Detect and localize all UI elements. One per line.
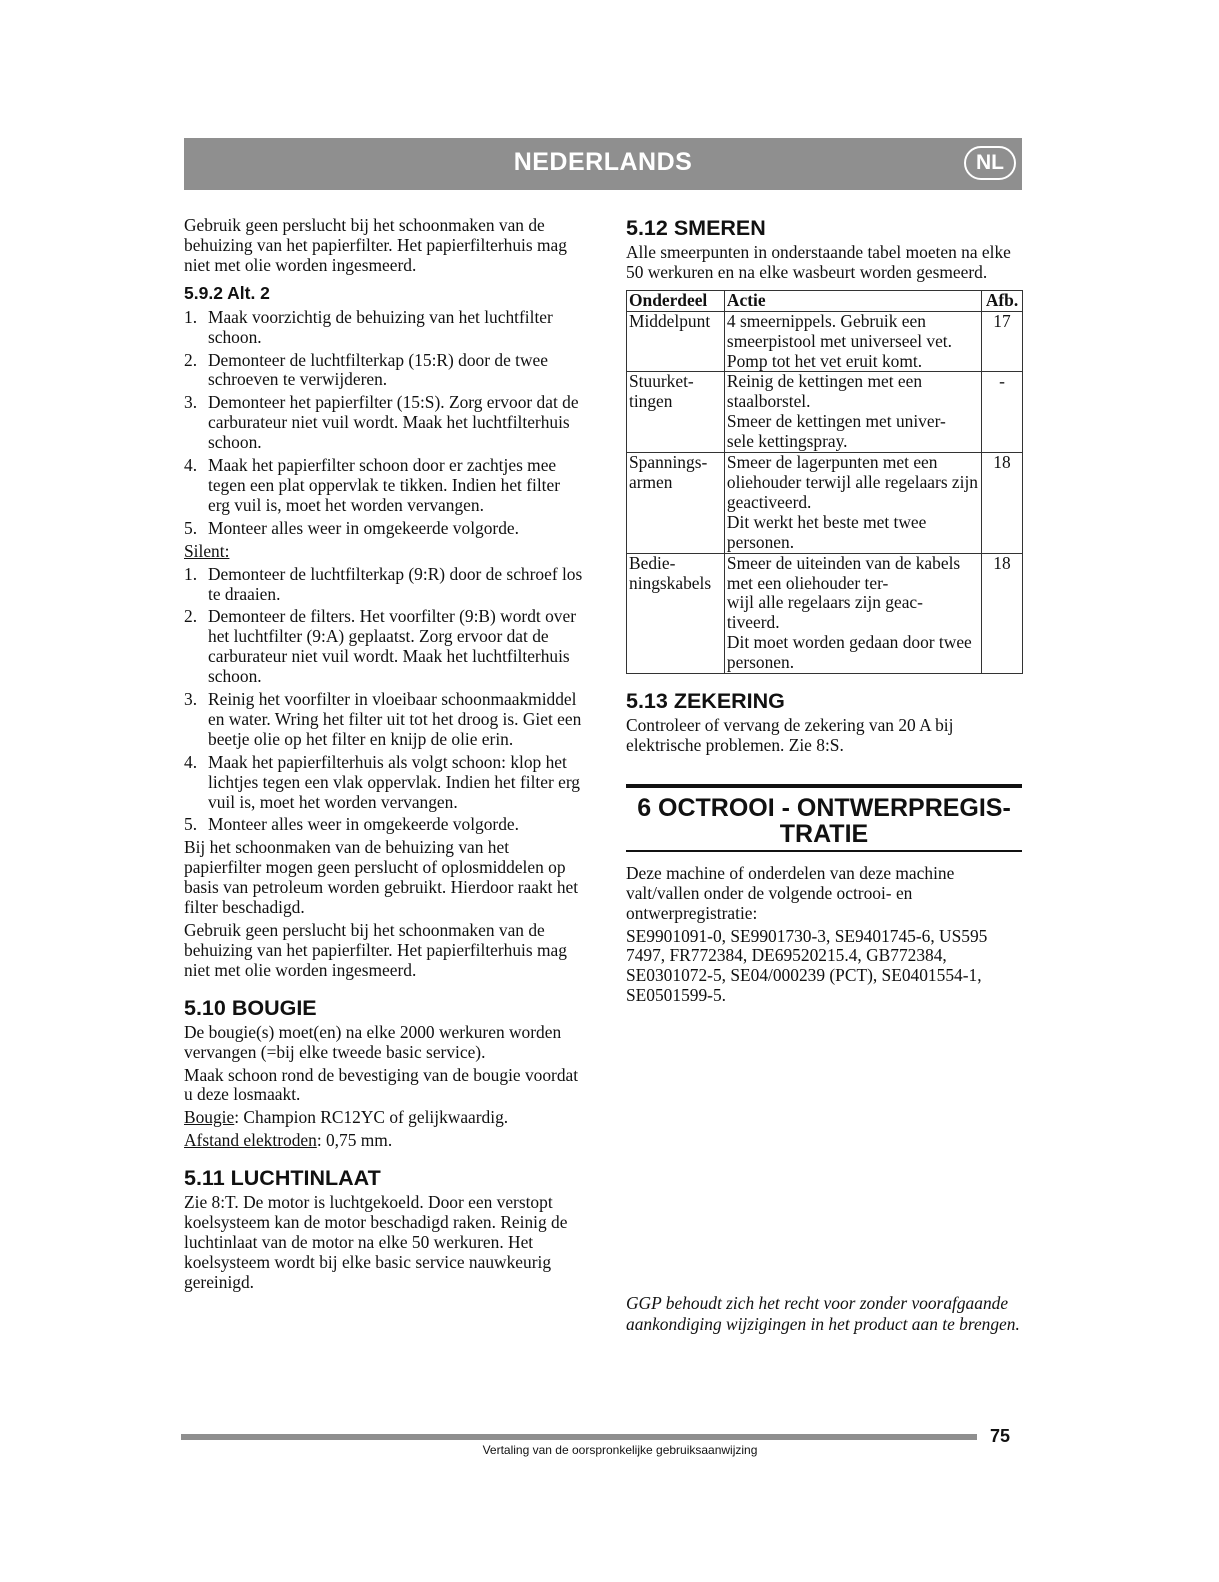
list-text: Monteer alles weer in omgekeerde volgorde. bbox=[208, 517, 519, 538]
list-text: Monteer alles weer in omgekeerde volgorde. bbox=[208, 814, 519, 835]
list-item bbox=[184, 393, 584, 453]
footer-caption: Vertaling van de oorspronkelijke gebruiksaanwijzing bbox=[482, 1443, 758, 1457]
chapter-heading-octrooi bbox=[626, 784, 1022, 852]
bougie-paragraph-2: Maak schoon rond de bevestiging van de bougie voordat u deze losmaakt. bbox=[184, 1064, 579, 1105]
list-text: Maak voorzichtig de behuizing van het luchtfilter schoon. bbox=[208, 306, 553, 347]
list-item bbox=[184, 607, 584, 687]
list-number: 2. bbox=[184, 349, 198, 370]
list-item bbox=[184, 456, 584, 516]
silent-steps-list bbox=[184, 565, 584, 836]
silent-label: Silent: bbox=[184, 540, 230, 561]
left-column bbox=[184, 216, 584, 1296]
table-cell-part: Stuurket- tingen bbox=[627, 372, 725, 453]
list-text: Reinig het voorfilter in vloeibaar schoonmaakmiddel en water. Wring het filter uit tot het droog is. Giet een beetje olie op het filter en knijp de olie erin. bbox=[208, 689, 582, 749]
list-number: 1. bbox=[184, 306, 198, 327]
footer-rule bbox=[181, 1434, 977, 1440]
column-header: Onderdeel bbox=[627, 290, 725, 311]
section-heading-bougie: 5.10 BOUGIE bbox=[184, 995, 317, 1020]
section-heading-smeren: 5.12 SMEREN bbox=[626, 216, 766, 240]
lubrication-table bbox=[626, 290, 1023, 674]
bougie-paragraph-1: De bougie(s) moet(en) na elke 2000 werkuren worden vervangen (=bij elke tweede basic service). bbox=[184, 1021, 562, 1062]
list-number: 5. bbox=[184, 517, 198, 538]
table-cell-figure: - bbox=[982, 372, 1023, 453]
table-cell-action: Reinig de kettingen met een staalborstel. Smeer de kettingen met univer- sele kettingspray. bbox=[724, 372, 981, 453]
list-item bbox=[184, 690, 584, 750]
intro-paragraph: Gebruik geen perslucht bij het schoonmaken van de behuizing van het papierfilter. Het papierfilterhuis mag niet met olie worden ingesmeerd. bbox=[184, 215, 567, 275]
list-text: Demonteer het papierfilter (15:S). Zorg ervoor dat de carburateur niet vuil wordt. Maak het luchtfilterhuis schoon. bbox=[208, 392, 579, 453]
table-cell-figure: 18 bbox=[982, 453, 1023, 554]
list-item bbox=[184, 351, 584, 391]
zekering-paragraph: Controleer of vervang de zekering van 20 A bij elektrische problemen. Zie 8:S. bbox=[626, 715, 954, 755]
table-cell-part: Bedie- ningskabels bbox=[627, 553, 725, 673]
language-badge: NL bbox=[964, 146, 1016, 180]
table-cell-figure: 17 bbox=[982, 311, 1023, 372]
column-header: Actie bbox=[724, 290, 981, 311]
table-cell-action: Smeer de lagerpunten met een oliehouder terwijl alle regelaars zijn geactiveerd. Dit werkt het beste met twee personen. bbox=[724, 453, 981, 554]
spec-value: : 0,75 mm. bbox=[316, 1130, 393, 1151]
list-item bbox=[184, 519, 584, 539]
list-item bbox=[184, 308, 584, 348]
table-row bbox=[627, 553, 1023, 673]
list-text: Demonteer de luchtfilterkap (15:R) door de twee schroeven te verwijderen. bbox=[208, 349, 548, 390]
spec-label: Bougie bbox=[184, 1107, 235, 1128]
language-banner bbox=[184, 138, 1022, 190]
list-item bbox=[184, 815, 584, 835]
table-cell-figure: 18 bbox=[982, 553, 1023, 673]
bougie-spec-gap bbox=[184, 1131, 584, 1151]
list-number: 4. bbox=[184, 751, 198, 772]
table-header-row bbox=[627, 290, 1023, 311]
list-item bbox=[184, 565, 584, 605]
section-heading-luchtinlaat: 5.11 LUCHTINLAAT bbox=[184, 1166, 381, 1191]
bougie-spec-plug bbox=[184, 1108, 584, 1128]
silent-note-compressed-air: Gebruik geen perslucht bij het schoonmaken van de behuizing van het papierfilter. Het papierfilterhuis mag niet met olie worden ingesmeerd. bbox=[184, 920, 567, 980]
list-number: 4. bbox=[184, 455, 198, 476]
section-heading-zekering: 5.13 ZEKERING bbox=[626, 689, 785, 714]
alt2-steps-list bbox=[184, 308, 584, 539]
table-row bbox=[627, 311, 1023, 372]
section-heading-alt2: 5.9.2 Alt. 2 bbox=[184, 282, 270, 303]
table-cell-part: Spannings- armen bbox=[627, 453, 725, 554]
list-number: 3. bbox=[184, 392, 198, 413]
table-cell-part: Middelpunt bbox=[627, 311, 725, 372]
list-text: Demonteer de luchtfilterkap (9:R) door de schroef los te draaien. bbox=[208, 563, 583, 604]
smeren-intro: Alle smeerpunten in onderstaande tabel moeten na elke 50 werkuren en na elke wasbeurt worden gesmeerd. bbox=[626, 242, 1011, 282]
list-number: 1. bbox=[184, 563, 198, 584]
list-number: 3. bbox=[184, 689, 198, 710]
column-header: Afb. bbox=[982, 290, 1023, 311]
list-item bbox=[184, 753, 584, 813]
table-row bbox=[627, 453, 1023, 554]
right-column bbox=[626, 216, 1022, 1009]
list-number: 5. bbox=[184, 814, 198, 835]
chapter-title-line-1: 6 OCTROOI - ONTWERPREGIS- bbox=[637, 793, 1011, 822]
luchtinlaat-paragraph: Zie 8:T. De motor is luchtgekoeld. Door een verstopt koelsysteem kan de motor beschadigd raken. Reinig de luchtinlaat van de motor na elke 50 werkuren. Het koelsysteem wordt bij elke basic service nauwkeurig gereinigd. bbox=[184, 1192, 568, 1292]
disclaimer-note: GGP behoudt zich het recht voor zonder voorafgaande aankondiging wijzigingen in het product aan te brengen. bbox=[626, 1293, 1020, 1334]
chapter-title-line-2: TRATIE bbox=[779, 819, 869, 848]
silent-note-solvents: Bij het schoonmaken van de behuizing van het papierfilter mogen geen perslucht of oplosmiddelen op basis van petroleum worden gebruikt. Hierdoor raakt het filter beschadigd. bbox=[184, 837, 579, 918]
list-text: Maak het papierfilterhuis als volgt schoon: klop het lichtjes tegen een vlak oppervlak. Indien het filter erg vuil is, moet het worden vervangen. bbox=[208, 751, 580, 812]
table-cell-action: 4 smeernippels. Gebruik een smeerpistool met universeel vet. Pomp tot het vet eruit komt. bbox=[724, 311, 981, 372]
list-text: Maak het papierfilter schoon door er zachtjes mee tegen een plat oppervlak te tikken. Indien het filter erg vuil is, moet het worden vervangen. bbox=[208, 455, 561, 515]
octrooi-intro: Deze machine of onderdelen van deze machine valt/vallen onder de volgende octrooi- en ontwerpregistratie: bbox=[626, 862, 955, 923]
list-text: Demonteer de filters. Het voorfilter (9:B) wordt over het luchtfilter (9:A) geplaatst. Zorg ervoor dat de carburateur niet vuil wordt. Maak het luchtfilterhuis schoon. bbox=[208, 606, 576, 687]
table-cell-action: Smeer de uiteinden van de kabels met een oliehouder ter- wijl alle regelaars zijn geac- tiveerd. Dit moet worden gedaan door twee personen. bbox=[724, 553, 981, 673]
spec-label: Afstand elektroden bbox=[184, 1130, 317, 1151]
banner-title: NEDERLANDS bbox=[513, 148, 693, 176]
table-row bbox=[627, 372, 1023, 453]
page-number: 75 bbox=[990, 1426, 1011, 1446]
octrooi-numbers: SE9901091-0, SE9901730-3, SE9401745-6, US595 7497, FR772384, DE69520215.4, GB772384, SE0301072-5, SE04/000239 (PCT), SE0401554-1, SE0501599-5. bbox=[626, 925, 988, 1006]
spec-value: : Champion RC12YC of gelijkwaardig. bbox=[234, 1107, 509, 1128]
list-number: 2. bbox=[184, 606, 198, 627]
